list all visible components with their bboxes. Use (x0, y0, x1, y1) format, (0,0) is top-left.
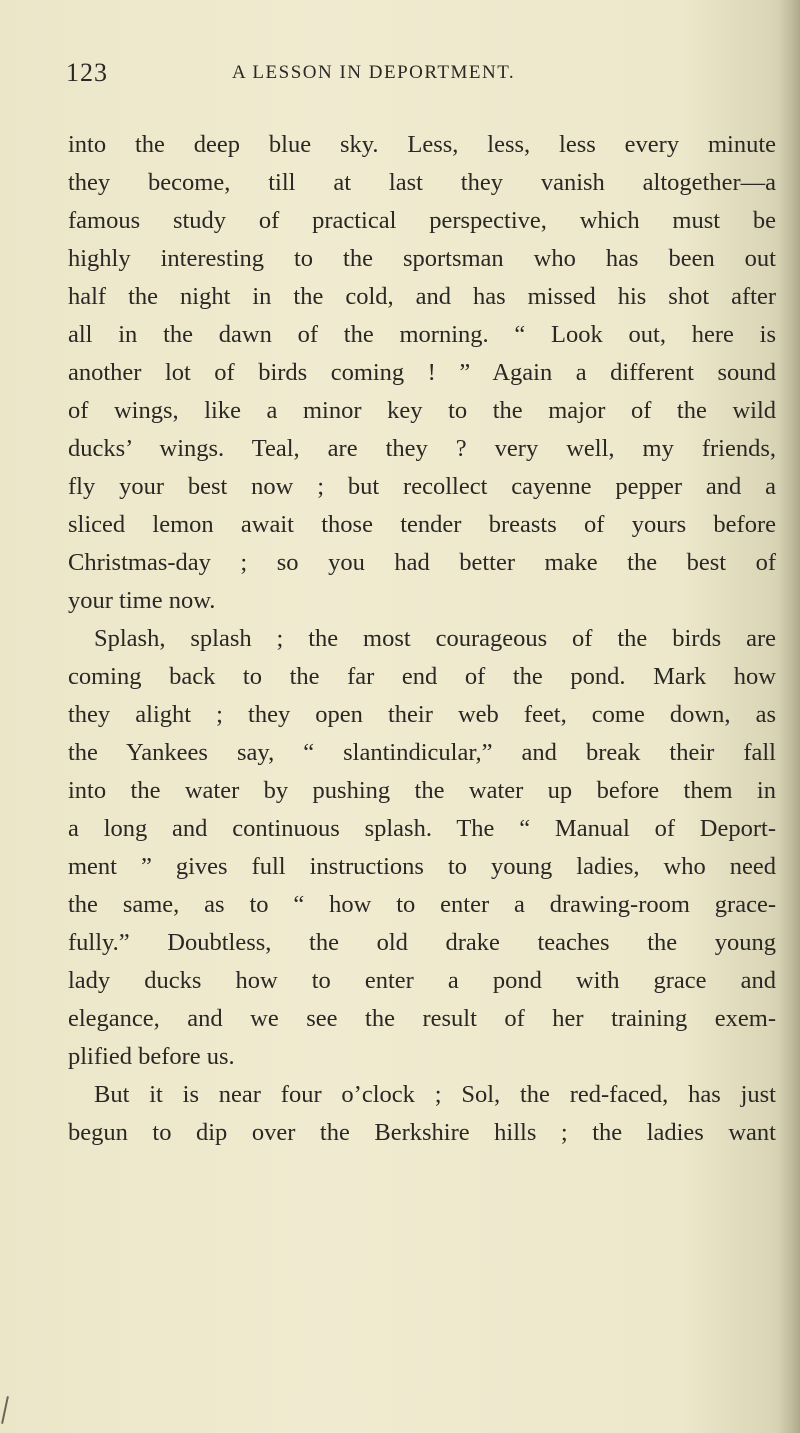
text-line: elegance, and we see the result of her training exem- (68, 1005, 776, 1032)
text-line: they become, till at last they vanish altogether—a (68, 169, 776, 196)
text-line: plified before us. (68, 1043, 235, 1070)
text-line: ment ” gives full instructions to young ladies, who need (68, 853, 776, 880)
text-line: they alight ; they open their web feet, come down, as (68, 701, 776, 728)
text-line: lady ducks how to enter a pond with grace and (68, 967, 776, 994)
text-line: into the water by pushing the water up before them in (68, 777, 776, 804)
text-line: the Yankees say, “ slantindicular,” and break their fall (68, 739, 776, 766)
text-line: Christmas-day ; so you had better make the best of (68, 549, 776, 576)
text-line: another lot of birds coming ! ” Again a different sound (68, 359, 776, 386)
text-line: your time now. (68, 587, 216, 614)
text-line: famous study of practical perspective, which must be (68, 207, 776, 234)
text-line: ducks’ wings. Teal, are they ? very well, my friends, (68, 435, 776, 462)
text-line: fly your best now ; but recollect cayenne pepper and a (68, 473, 776, 500)
text-line: begun to dip over the Berkshire hills ; the ladies want (68, 1119, 776, 1146)
page-number: 123 (66, 58, 108, 87)
running-head: A LESSON IN DEPORTMENT. (232, 62, 516, 83)
text-line: fully.” Doubtless, the old drake teaches the young (68, 929, 776, 956)
body-text (68, 126, 776, 1152)
text-line: all in the dawn of the morning. “ Look out, here is (68, 321, 776, 348)
text-line: Splash, splash ; the most courageous of the birds are (94, 625, 776, 652)
text-line: highly interesting to the sportsman who has been out (68, 245, 776, 272)
text-line: coming back to the far end of the pond. Mark how (68, 663, 776, 690)
page-edge-shadow (778, 0, 800, 1433)
margin-mark (1, 1396, 9, 1424)
text-line: half the night in the cold, and has missed his shot after (68, 283, 776, 310)
text-line: a long and continuous splash. The “ Manual of Deport- (68, 815, 776, 842)
page-header (0, 58, 800, 94)
text-line: sliced lemon await those tender breasts of yours before (68, 511, 776, 538)
text-line: But it is near four o’clock ; Sol, the red-faced, has just (94, 1081, 776, 1108)
text-line: into the deep blue sky. Less, less, less every minute (68, 131, 776, 158)
text-line: of wings, like a minor key to the major of the wild (68, 397, 776, 424)
text-line: the same, as to “ how to enter a drawing-room grace- (68, 891, 776, 918)
